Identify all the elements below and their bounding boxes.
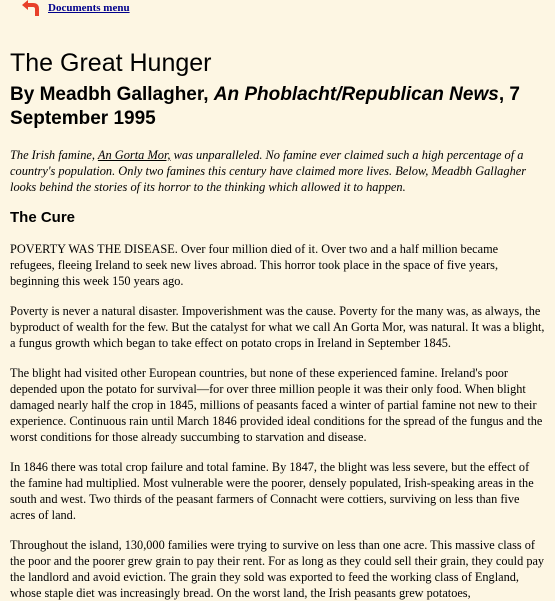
paragraph-4: In 1846 there was total crop failure and total famine. By 1847, the blight was less severe, but the effect of the famine had multiplied. Most vulnerable were the poorer, densely populated, Irish-speaking areas in the south and west. Two thirds of the peasant farmers of Connacht were cottiers, surviving on less than five acres of land. — [10, 460, 534, 522]
paragraph-5: Throughout the island, 130,000 families were trying to survive on less than one acre. This massive class of the poor and the poorer grew grain to pay their rent. For as long as they could sell their grain, they could pay the landlord and avoid eviction. The grain they sold was exported to feed the working class of England, whose staple diet was increasingly bread. On the worst land, the Irish peasants grew potatoes, — [10, 538, 545, 600]
byline-author: By Meadbh Gallagher, — [10, 84, 214, 105]
section-heading: The Cure — [10, 209, 76, 226]
article-title: The Great Hunger — [10, 49, 212, 77]
paragraph-1: POVERTY WAS THE DISEASE. Over four million died of it. Over two and a half million became refugees, fleeing Ireland to seek new lives abroad. This horror took place in the space of five years, beginning this week 150 years ago. — [10, 242, 499, 288]
intro-text-after: was unparalleled. No famine ever claimed such a high percentage of a country's population. Only two famines this century have claimed more lives. Below, Meadbh Gallagher looks behind the stories of its horror to the thinking which allowed it to happen. — [10, 148, 527, 194]
intro-text-before: The Irish famine, — [10, 148, 98, 162]
article-intro — [10, 147, 545, 195]
byline-publication: An Phoblacht/Republican News — [213, 84, 499, 105]
top-nav — [10, 0, 545, 18]
an-gorta-mor-link[interactable]: An Gorta Mor, — [97, 148, 171, 162]
byline-date: , 7 September 1995 — [10, 84, 520, 129]
article-byline — [10, 83, 545, 131]
back-arrow-icon[interactable] — [19, 0, 41, 16]
documents-menu-link[interactable]: Documents menu — [48, 2, 130, 14]
paragraph-2: Poverty is never a natural disaster. Impoverishment was the cause. Poverty for the many was, as always, the byproduct of wealth for the few. But the catalyst for what we call An Gorta Mor, was natural. It was a blight, a fungus growth which began to take effect on potato crops in Ireland in September 1845. — [10, 304, 545, 350]
paragraph-3: The blight had visited other European countries, but none of these experienced famine. Ireland's poor depended upon the potato for survival—for over three million people it was their only food. When blight damaged nearly half the crop in 1845, millions of peasants faced a winter of partial famine not new to their experience. Continuous rain until March 1846 provided ideal conditions for the spread of the fungus and the worst conditions for those already succumbing to starvation and disease. — [10, 366, 543, 444]
